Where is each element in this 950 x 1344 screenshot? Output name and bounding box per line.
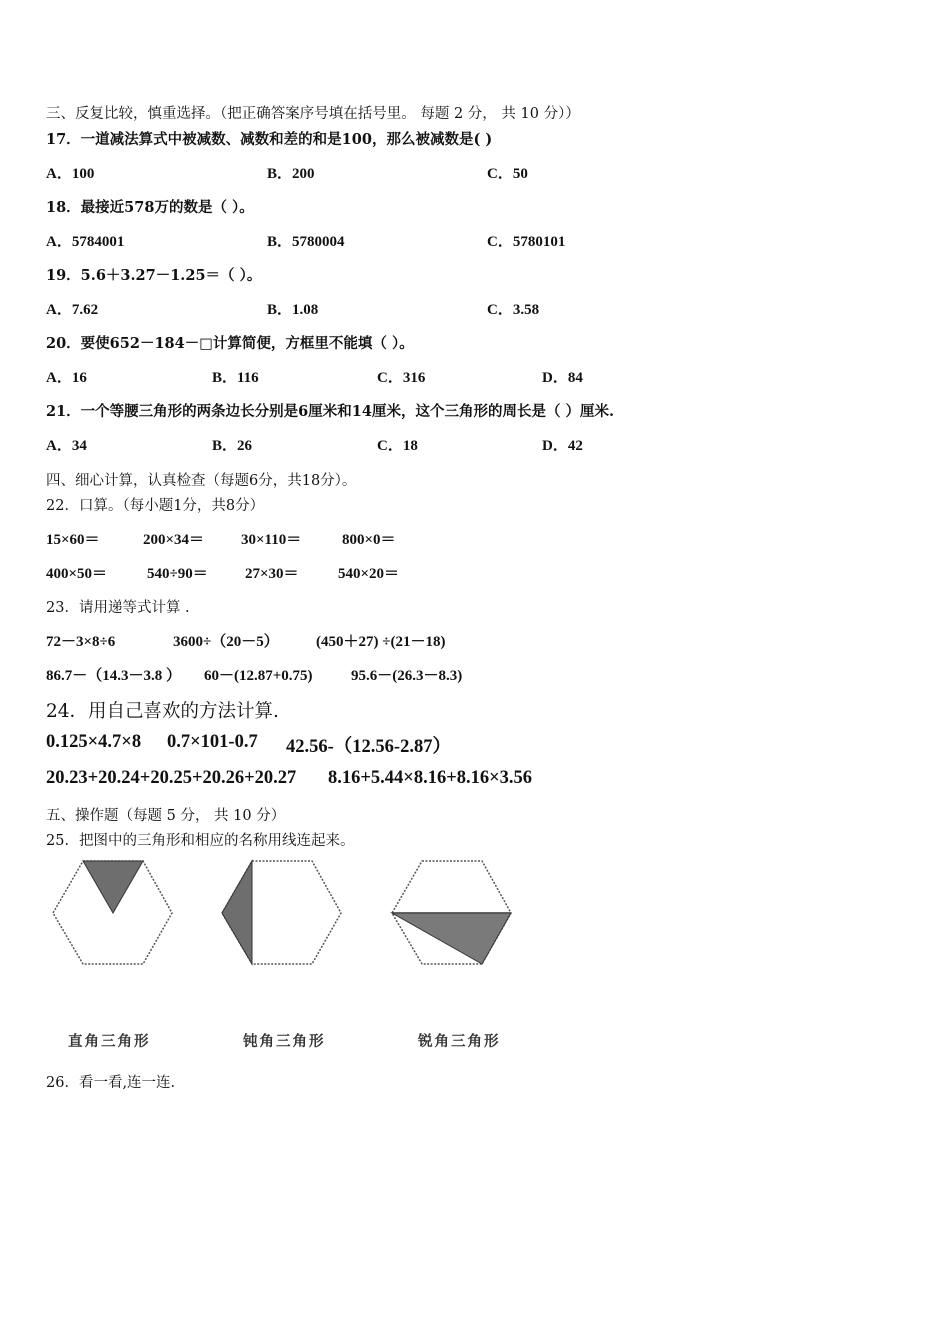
expression: 400×50＝: [46, 566, 108, 582]
expression: 8.16+5.44×8.16+8.16×3.56: [328, 768, 533, 788]
question-26: 26．看一看,连一连.: [46, 1075, 176, 1091]
expression: 60－(12.87+0.75): [204, 668, 313, 684]
hexagon-figure-2: [219, 858, 345, 968]
question-21: 21．一个等腰三角形的两条边长分别是6厘米和14厘米，这个三角形的周长是（ ）厘米.: [46, 403, 615, 420]
expression: 86.7－（14.3－3.8 ）: [46, 668, 182, 684]
expression: 3600÷（20－5）: [173, 634, 279, 650]
question-18: 18．最接近578万的数是（ ）。: [46, 199, 254, 216]
expression: 540×20＝: [338, 566, 400, 582]
option-c: C．50: [487, 166, 528, 182]
option-b: B．1.08: [267, 302, 319, 318]
expression: 15×60＝: [46, 532, 100, 548]
option-c: C．3.58: [487, 302, 540, 318]
shaded-triangle: [392, 913, 511, 964]
option-a: A．16: [46, 370, 87, 386]
option-b: B．200: [267, 166, 315, 182]
label-acute-triangle: 锐角三角形: [418, 1033, 501, 1050]
option-b: B．26: [212, 438, 253, 454]
option-c: C．316: [377, 370, 426, 386]
expression: 27×30＝: [245, 566, 299, 582]
option-c: C．18: [377, 438, 418, 454]
expression: 540÷90＝: [147, 566, 208, 582]
expression: 20.23+20.24+20.25+20.26+20.27: [46, 768, 297, 788]
option-a: A．34: [46, 438, 87, 454]
expression: 30×110＝: [241, 532, 302, 548]
hexagon-figure-3: [389, 858, 515, 968]
expression: 0.7×101-0.7: [167, 732, 258, 752]
expression: 95.6－(26.3－8.3): [351, 668, 463, 684]
expression: 200×34＝: [143, 532, 205, 548]
option-b: B．5780004: [267, 234, 345, 250]
question-24: 24．用自己喜欢的方法计算.: [46, 701, 279, 722]
hexagon-figure-1: [50, 858, 176, 968]
option-b: B．116: [212, 370, 259, 386]
section-3-heading: 三、反复比较，慎重选择。（把正确答案序号填在括号里。 每题 2 分， 共 10 分））: [46, 106, 580, 122]
question-17: 17．一道减法算式中被减数、减数和差的和是100，那么被减数是( ): [46, 131, 493, 148]
section-5-heading: 五、操作题（每题 5 分， 共 10 分）: [46, 808, 286, 824]
label-obtuse-triangle: 钝角三角形: [243, 1033, 326, 1050]
expression: 0.125×4.7×8: [46, 732, 142, 752]
expression: (450＋27) ÷(21－18): [316, 634, 446, 650]
shaded-triangle: [83, 861, 143, 913]
expression: 72－3×8÷6: [46, 634, 116, 650]
option-c: C．5780101: [487, 234, 566, 250]
option-a: A．100: [46, 166, 95, 182]
label-right-triangle: 直角三角形: [68, 1033, 151, 1050]
question-23: 23．请用递等式计算 .: [46, 600, 190, 616]
question-25: 25．把图中的三角形和相应的名称用线连起来。: [46, 833, 355, 849]
expression: 42.56-（12.56-2.87）: [286, 737, 451, 757]
shaded-triangle: [222, 861, 252, 964]
option-d: D．42: [542, 438, 583, 454]
option-a: A．7.62: [46, 302, 99, 318]
option-a: A．5784001: [46, 234, 125, 250]
question-20: 20．要使652－184－□计算简便，方框里不能填（ ）。: [46, 335, 414, 352]
option-d: D．84: [542, 370, 583, 386]
question-19: 19．5.6＋3.27－1.25＝（ ）。: [46, 267, 262, 284]
question-22: 22．口算。（每小题1分，共8分）: [46, 498, 265, 514]
section-4-heading: 四、细心计算，认真检查（每题6分，共18分）。: [46, 473, 357, 489]
expression: 800×0＝: [342, 532, 396, 548]
